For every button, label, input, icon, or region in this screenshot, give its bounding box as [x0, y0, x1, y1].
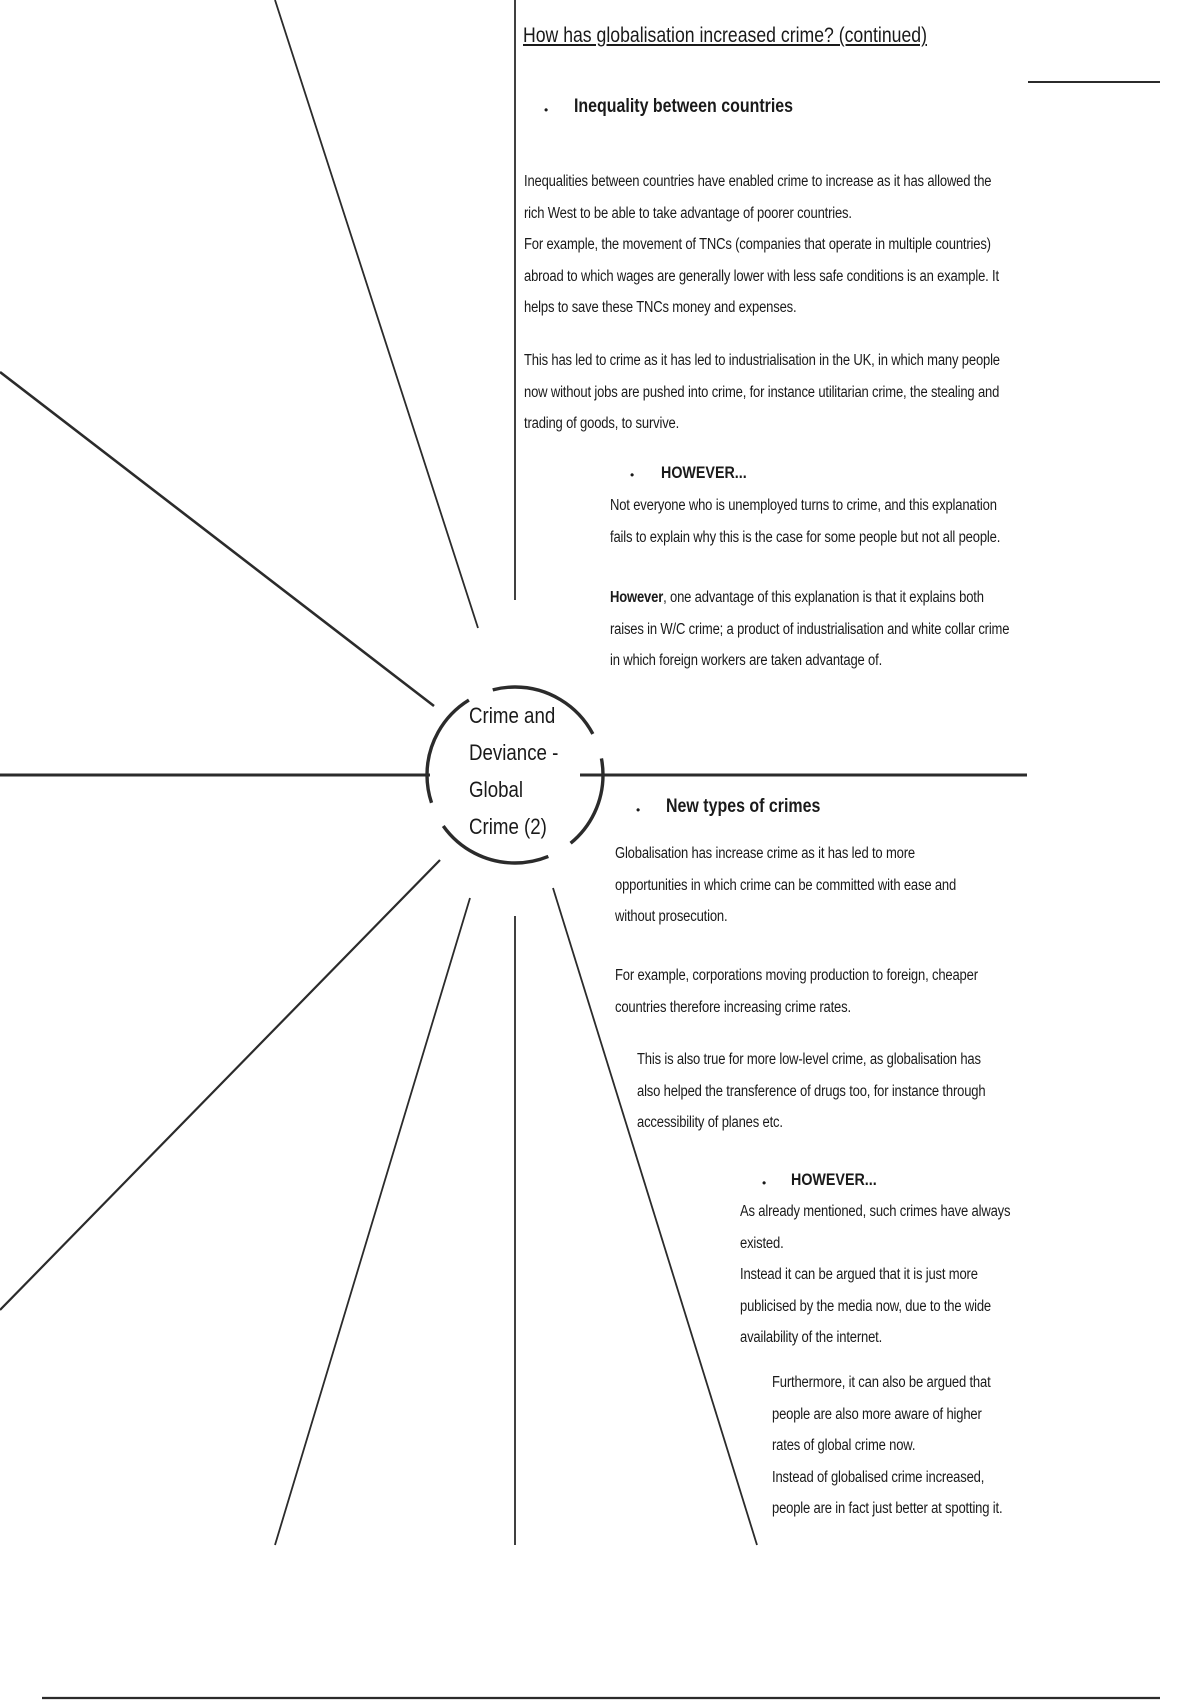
branch-line-lower-left: [0, 860, 440, 1310]
text-line: Globalisation has increase crime as it has led to more: [615, 845, 915, 862]
text-fragment: , one advantage of this explanation is that it explains both: [663, 589, 984, 606]
text-line: For example, the movement of TNCs (companies that operate in multiple countries): [524, 236, 991, 253]
text-line: also helped the transference of drugs too, for instance through: [637, 1082, 986, 1100]
text-line: publicised by the media now, due to the wide: [740, 1297, 992, 1315]
new-crimes-paragraph-2: [615, 960, 978, 1023]
text-line: now without jobs are pushed into crime, for instance utilitarian crime, the stealing and: [524, 383, 1000, 401]
text-line: availability of the internet.: [740, 1329, 883, 1346]
section-heading-inequality: Inequality between countries: [574, 96, 794, 117]
text-line: people are also more aware of higher: [772, 1405, 982, 1423]
text-line: Instead it can be argued that it is just more: [740, 1266, 978, 1283]
bullet-icon: •: [630, 468, 635, 482]
text-line: This is also true for more low-level crime, as globalisation has: [637, 1051, 981, 1068]
text-line: accessibility of planes etc.: [637, 1114, 783, 1131]
bullet-icon: •: [636, 803, 641, 817]
text-line: helps to save these TNCs money and expenses.: [524, 299, 797, 316]
branch-line-bottom-left: [275, 898, 470, 1545]
text-line: without prosecution.: [615, 908, 728, 925]
inequality-paragraph-1: [524, 166, 999, 324]
text-line: raises in W/C crime; a product of industrialisation and white collar crime: [610, 620, 1010, 638]
text-line: As already mentioned, such crimes have always: [740, 1203, 1011, 1220]
center-label-line: Crime and: [469, 703, 556, 728]
text-line: trading of goods, to survive.: [524, 415, 680, 432]
text-line: people are in fact just better at spotting it.: [772, 1500, 1003, 1517]
however-paragraph-4: [772, 1367, 1002, 1525]
bullet-icon: •: [544, 103, 549, 117]
text-line: opportunities in which crime can be committed with ease and: [615, 876, 957, 894]
branch-line-top: [275, 0, 478, 628]
text-line: Instead of globalised crime increased,: [772, 1468, 985, 1486]
text-line: in which foreign workers are taken advantage of.: [610, 652, 883, 669]
new-crimes-paragraph-1: [615, 838, 956, 933]
however-heading: HOWEVER...: [791, 1170, 877, 1189]
however-bold-word: However: [610, 589, 664, 606]
text-line: rates of global crime now.: [772, 1437, 916, 1454]
new-crimes-paragraph-3: [637, 1044, 985, 1139]
text-line: countries therefore increasing crime rates.: [615, 998, 851, 1016]
text-line: Not everyone who is unemployed turns to crime, and this explanation: [610, 497, 997, 514]
text-line: Furthermore, it can also be argued that: [772, 1374, 991, 1391]
branch-line-upper-left: [0, 372, 434, 706]
text-line: For example, corporations moving production to foreign, cheaper: [615, 967, 978, 984]
center-label-line: Deviance -: [469, 740, 559, 765]
however-paragraph-3: [740, 1196, 1010, 1354]
page-title: How has globalisation increased crime? (continued): [523, 24, 927, 47]
text-line: fails to explain why this is the case for some people but not all people.: [610, 528, 1001, 546]
text-line: Inequalities between countries have enabled crime to increase as it has allowed the: [524, 173, 992, 190]
text-line: [610, 582, 1009, 614]
however-heading: HOWEVER...: [661, 463, 747, 482]
however-paragraph-2: [610, 582, 1009, 677]
however-paragraph-1: [610, 490, 1000, 553]
center-label-line: Global: [469, 777, 524, 802]
text-line: rich West to be able to take advantage of poorer countries.: [524, 204, 852, 222]
center-label: [469, 697, 558, 845]
inequality-paragraph-2: [524, 345, 1000, 440]
section-heading-new-crimes: New types of crimes: [666, 796, 821, 817]
text-line: abroad to which wages are generally lower with less safe conditions is an example. It: [524, 267, 999, 285]
center-label-line: Crime (2): [469, 814, 547, 839]
text-line: existed.: [740, 1234, 784, 1252]
text-line: This has led to crime as it has led to industrialisation in the UK, in which many people: [524, 352, 1000, 369]
bullet-icon: •: [762, 1176, 767, 1190]
